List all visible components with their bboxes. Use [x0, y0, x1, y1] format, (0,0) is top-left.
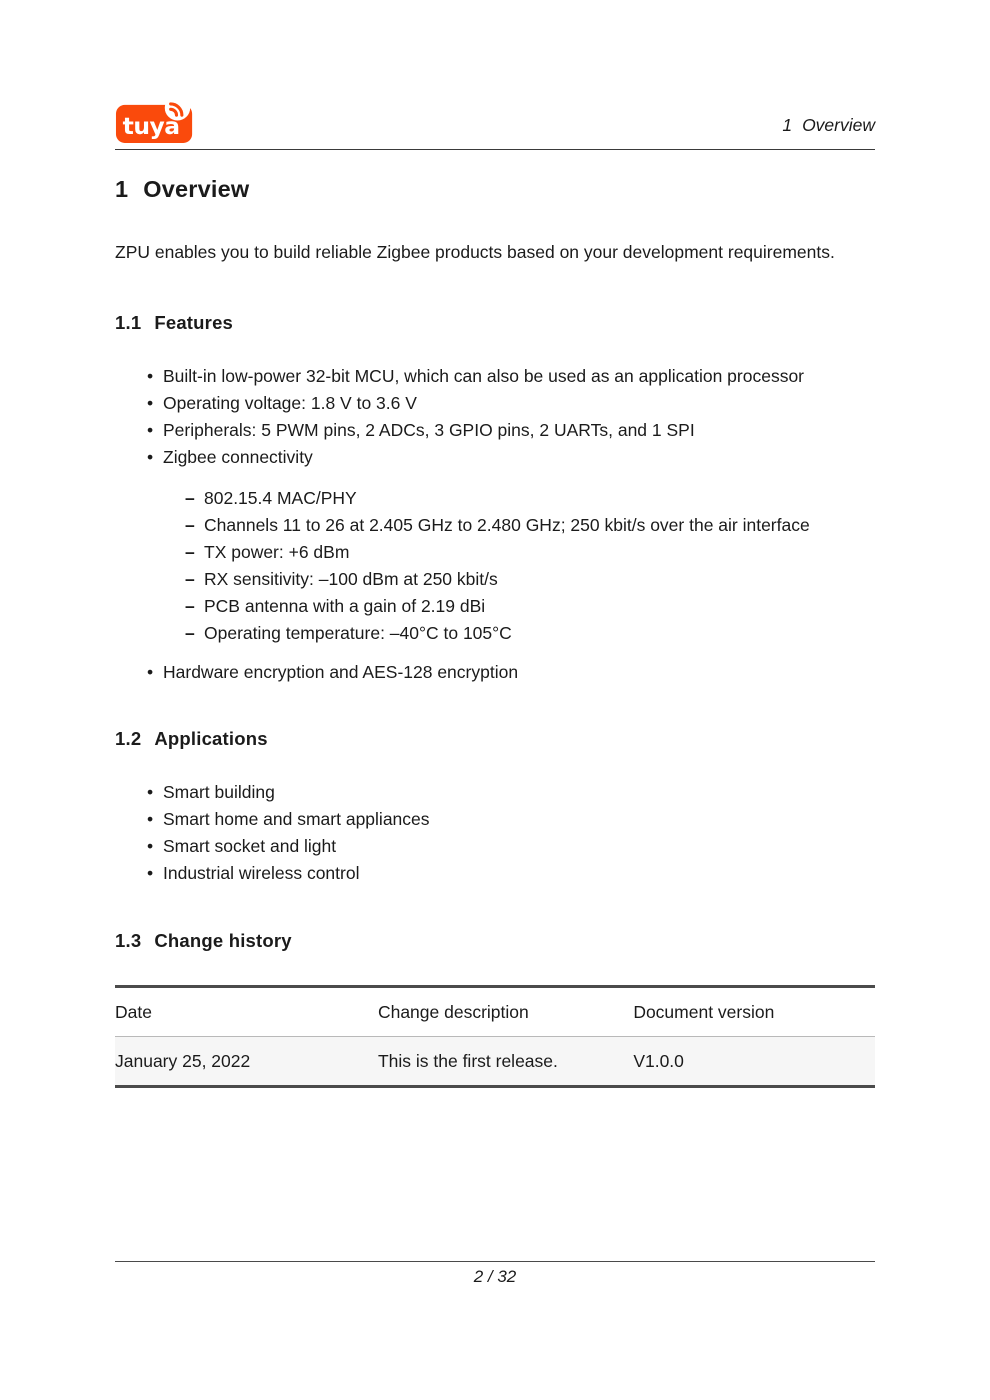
column-header-document-version: Document version — [633, 987, 875, 1037]
list-item: • Peripherals: 5 PWM pins, 2 ADCs, 3 GPIO pins, 2 UARTs, and 1 SPI — [163, 417, 875, 444]
subsection-heading-change-history — [115, 930, 875, 952]
list-item: • Hardware encryption and AES-128 encryption — [163, 659, 875, 686]
list-item: • Smart home and smart appliances — [163, 806, 875, 833]
list-item: – Channels 11 to 26 at 2.405 GHz to 2.480 GHz; 250 kbit/s over the air interface — [204, 512, 875, 539]
running-header-number: 1 — [782, 115, 793, 135]
features-list — [115, 363, 875, 686]
subsection-title-text: Applications — [154, 728, 268, 749]
cell-document-version: V1.0.0 — [633, 1051, 684, 1071]
page-header — [115, 0, 875, 144]
table-row — [115, 1037, 875, 1087]
header-divider — [115, 149, 875, 150]
tuya-logo — [115, 99, 197, 144]
list-item: • Operating voltage: 1.8 V to 3.6 V — [163, 390, 875, 417]
running-header-title: Overview — [802, 115, 875, 135]
list-item: – Operating temperature: –40°C to 105°C — [204, 620, 875, 647]
section-title-text: Overview — [143, 176, 250, 202]
list-item: – PCB antenna with a gain of 2.19 dBi — [204, 593, 875, 620]
cell-date: January 25, 2022 — [115, 1051, 251, 1071]
section-number: 1 — [115, 176, 129, 202]
zigbee-details-list — [163, 485, 875, 647]
list-item: • Smart building — [163, 779, 875, 806]
column-header-change-description: Change description — [378, 987, 633, 1037]
page-number: 2 / 32 — [473, 1267, 517, 1286]
applications-list — [115, 779, 875, 887]
change-history-table — [115, 985, 875, 1088]
list-item: – 802.15.4 MAC/PHY — [204, 485, 875, 512]
list-item: – TX power: +6 dBm — [204, 539, 875, 566]
subsection-number: 1.2 — [115, 728, 142, 749]
section-heading-overview — [115, 176, 875, 203]
subsection-title-text: Features — [154, 312, 234, 333]
subsection-number: 1.1 — [115, 312, 142, 333]
list-item — [163, 444, 875, 647]
column-header-date: Date — [115, 987, 378, 1037]
list-item: – RX sensitivity: –100 dBm at 250 kbit/s — [204, 566, 875, 593]
overview-intro-paragraph: ZPU enables you to build reliable Zigbee products based on your development requirements. — [115, 242, 835, 262]
page-footer — [115, 1261, 875, 1287]
list-item-text: Zigbee connectivity — [163, 447, 313, 467]
logo-text: tuya — [122, 112, 180, 141]
running-header — [782, 115, 875, 144]
table-header-row — [115, 987, 875, 1037]
subsection-heading-applications — [115, 728, 875, 750]
subsection-number: 1.3 — [115, 930, 142, 951]
list-item: • Built-in low-power 32-bit MCU, which can also be used as an application processor — [163, 363, 875, 390]
cell-change-description: This is the first release. — [377, 1051, 558, 1071]
subsection-heading-features — [115, 312, 875, 334]
list-item: • Industrial wireless control — [163, 860, 875, 887]
subsection-title-text: Change history — [154, 930, 292, 951]
list-item: • Smart socket and light — [163, 833, 875, 860]
